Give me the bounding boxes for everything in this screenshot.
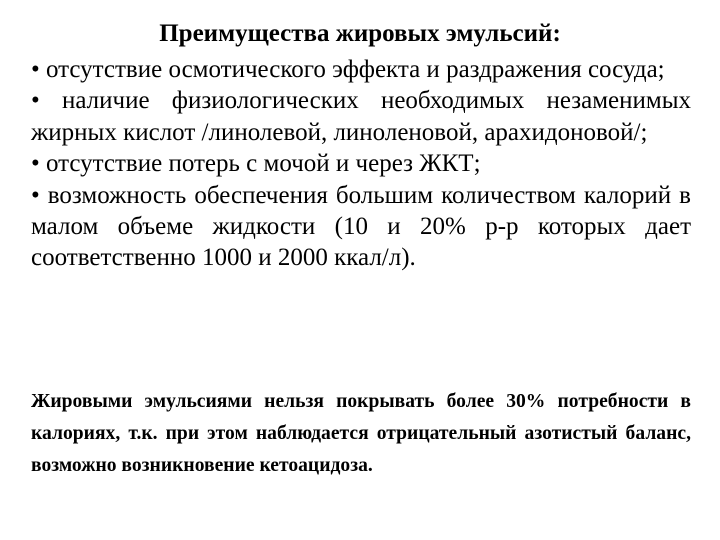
- advantages-list: [31, 54, 691, 274]
- slide-title: Преимущества жировых эмульсий:: [159, 20, 561, 47]
- warning-note: Жировыми эмульсиями нельзя покрывать более 30% потребности в калориях, т.к. при этом наблюдается отрицательный азотистый баланс, возможно возникновение кетоацидоза.: [31, 391, 691, 476]
- bullet-item: • возможность обеспечения большим количеством калорий в малом объеме жидкости (10 и 20% р-р которых дает соответственно 1000 и 2000 ккал/л).: [31, 181, 691, 272]
- bullet-item: • отсутствие осмотического эффекта и раздражения сосуда;: [31, 56, 665, 83]
- bullet-item: • наличие физиологических необходимых незаменимых жирных кислот /линолевой, линоленовой, арахидоновой/;: [31, 87, 691, 146]
- bullet-item: • отсутствие потерь с мочой и через ЖКТ;: [31, 150, 481, 178]
